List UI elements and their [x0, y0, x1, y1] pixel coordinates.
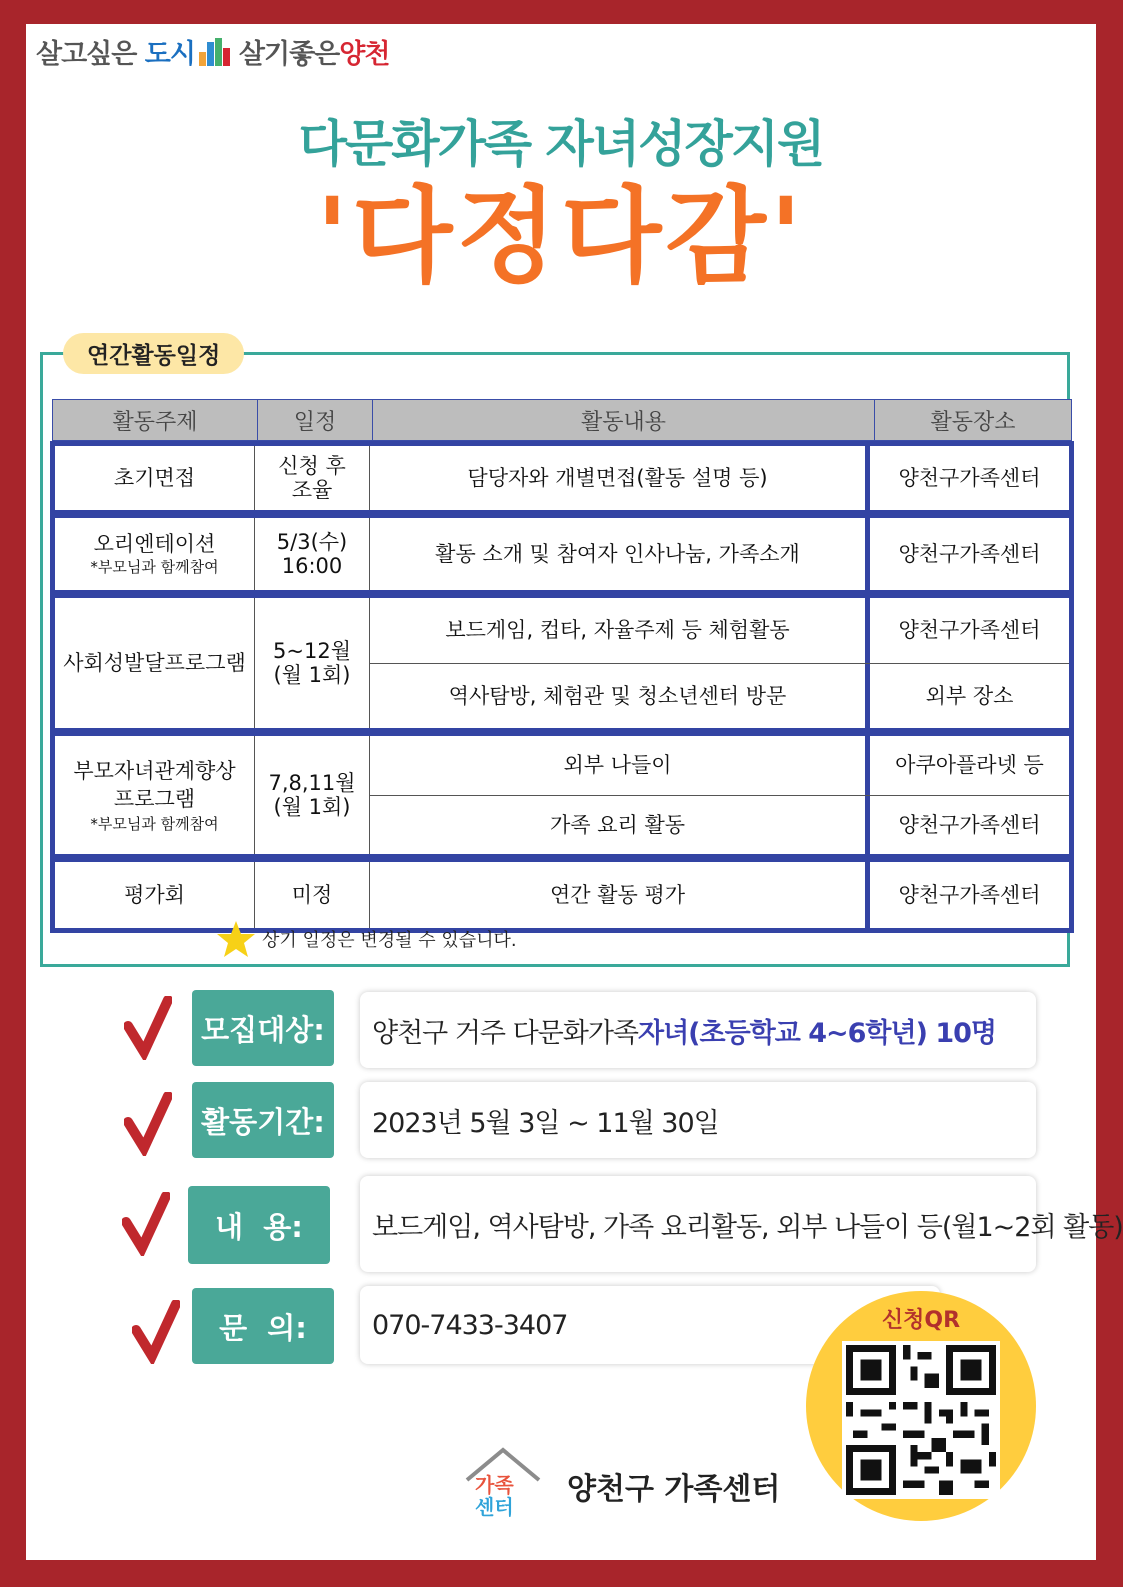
poster	[26, 24, 1123, 1560]
content-label: 내 용:	[188, 1186, 330, 1264]
check-icon	[122, 1192, 170, 1256]
subtitle: 다문화가족 자녀성장지원	[298, 115, 824, 173]
content-cell: 담당자와 개별면접(활동 설명 등)	[370, 446, 870, 510]
place-cell: 외부 장소	[925, 683, 1014, 708]
place-cell: 양천구가족센터	[898, 812, 1041, 837]
content-cell: 활동 소개 및 참여자 인사나눔, 가족소개	[370, 518, 870, 590]
date-cell: 7,8,11월 (월 1회)	[255, 736, 370, 854]
slogan-part-1: 살고싶은	[36, 39, 137, 70]
content-cell: 연간 활동 평가	[370, 862, 870, 928]
slogan	[36, 32, 389, 71]
column-header: 활동장소	[930, 409, 1016, 435]
sub-rows	[370, 598, 1069, 728]
check-icon	[124, 1092, 172, 1156]
qr-label: 신청QR	[881, 1308, 961, 1333]
period-label: 활동기간:	[192, 1082, 334, 1158]
check-icon	[124, 996, 172, 1060]
place-cell: 양천구가족센터	[898, 465, 1041, 490]
content-box	[360, 1176, 1123, 1272]
topic-cell: 사회성발달프로그램	[55, 598, 255, 728]
topic-text: 부모자녀관계향상 프로그램	[73, 758, 236, 811]
contact-label: 문 의:	[192, 1288, 334, 1364]
column-header: 활동주제	[53, 400, 258, 440]
sub-rows	[370, 736, 1069, 854]
table-row	[50, 857, 1074, 933]
table-header	[52, 399, 1072, 441]
topic-cell	[55, 518, 255, 590]
family-center-logo	[461, 1444, 545, 1528]
topic-cell	[55, 446, 255, 510]
table-row	[50, 513, 1074, 595]
target-label: 모집대상:	[192, 990, 334, 1066]
content-cell: 역사탐방, 체험관 및 청소년센터 방문	[370, 664, 870, 729]
content-cell: 외부 나들이	[370, 736, 870, 795]
date-cell: 5/3(수) 16:00	[255, 518, 370, 590]
date-cell: 미정	[255, 862, 370, 928]
check-icon	[132, 1300, 180, 1364]
target-box	[360, 992, 1036, 1068]
footnote-text: 상기 일정은 변경될 수 있습니다.	[262, 930, 517, 951]
footer	[461, 1444, 780, 1528]
date-cell: 신청 후 조율	[255, 446, 370, 510]
logo-text-line1: 가족	[475, 1473, 514, 1497]
schedule-tag: 연간활동일정	[63, 333, 244, 374]
topic-text: 오리엔테이션	[93, 531, 216, 556]
content-cell: 가족 요리 활동	[370, 796, 870, 855]
logo-text-line2: 센터	[475, 1495, 514, 1519]
slogan-part-3: 살기좋은	[238, 39, 340, 70]
column-header: 일정	[258, 400, 373, 440]
target-highlight: 자녀(초등학교 4~6학년) 10명	[638, 1017, 996, 1049]
qr-code[interactable]	[842, 1341, 1000, 1499]
slogan-part-2: 도시	[144, 39, 195, 70]
qr-section	[806, 1291, 1036, 1521]
city-bars-icon	[199, 38, 235, 66]
content-text: 보드게임, 역사탐방, 가족 요리활동, 외부 나들이 등(월1~2회 활동)	[372, 1211, 1123, 1243]
period-box	[360, 1082, 1036, 1158]
contact-text: 070-7433-3407	[372, 1309, 568, 1341]
table-row	[50, 593, 1074, 733]
content-cell: 보드게임, 컵타, 자율주제 등 체험활동	[370, 598, 870, 663]
table-row	[50, 441, 1074, 515]
table-row	[50, 731, 1074, 859]
place-cell: 아쿠아플라넷 등	[895, 753, 1044, 778]
schedule-footnote	[216, 919, 517, 959]
period-text: 2023년 5월 3일 ~ 11월 30일	[372, 1107, 719, 1139]
place-cell: 양천구가족센터	[898, 882, 1041, 907]
slogan-part-4: 양천	[339, 39, 390, 70]
star-icon	[216, 919, 256, 959]
column-header: 활동내용	[373, 400, 875, 440]
place-cell: 양천구가족센터	[898, 618, 1041, 643]
page-title: '다정다감'	[316, 175, 806, 297]
topic-cell: 평가회	[55, 862, 255, 928]
organization-name: 양천구 가족센터	[567, 1472, 781, 1507]
topic-note: *부모님과 함께참여	[90, 815, 219, 834]
date-cell: 5~12월 (월 1회)	[255, 598, 370, 728]
topic-cell	[55, 736, 255, 854]
place-cell: 양천구가족센터	[898, 541, 1041, 566]
topic-note: *부모님과 함께참여	[90, 557, 219, 576]
topic-text: 초기면접	[113, 465, 196, 490]
target-text: 양천구 거주 다문화가족	[372, 1017, 638, 1049]
